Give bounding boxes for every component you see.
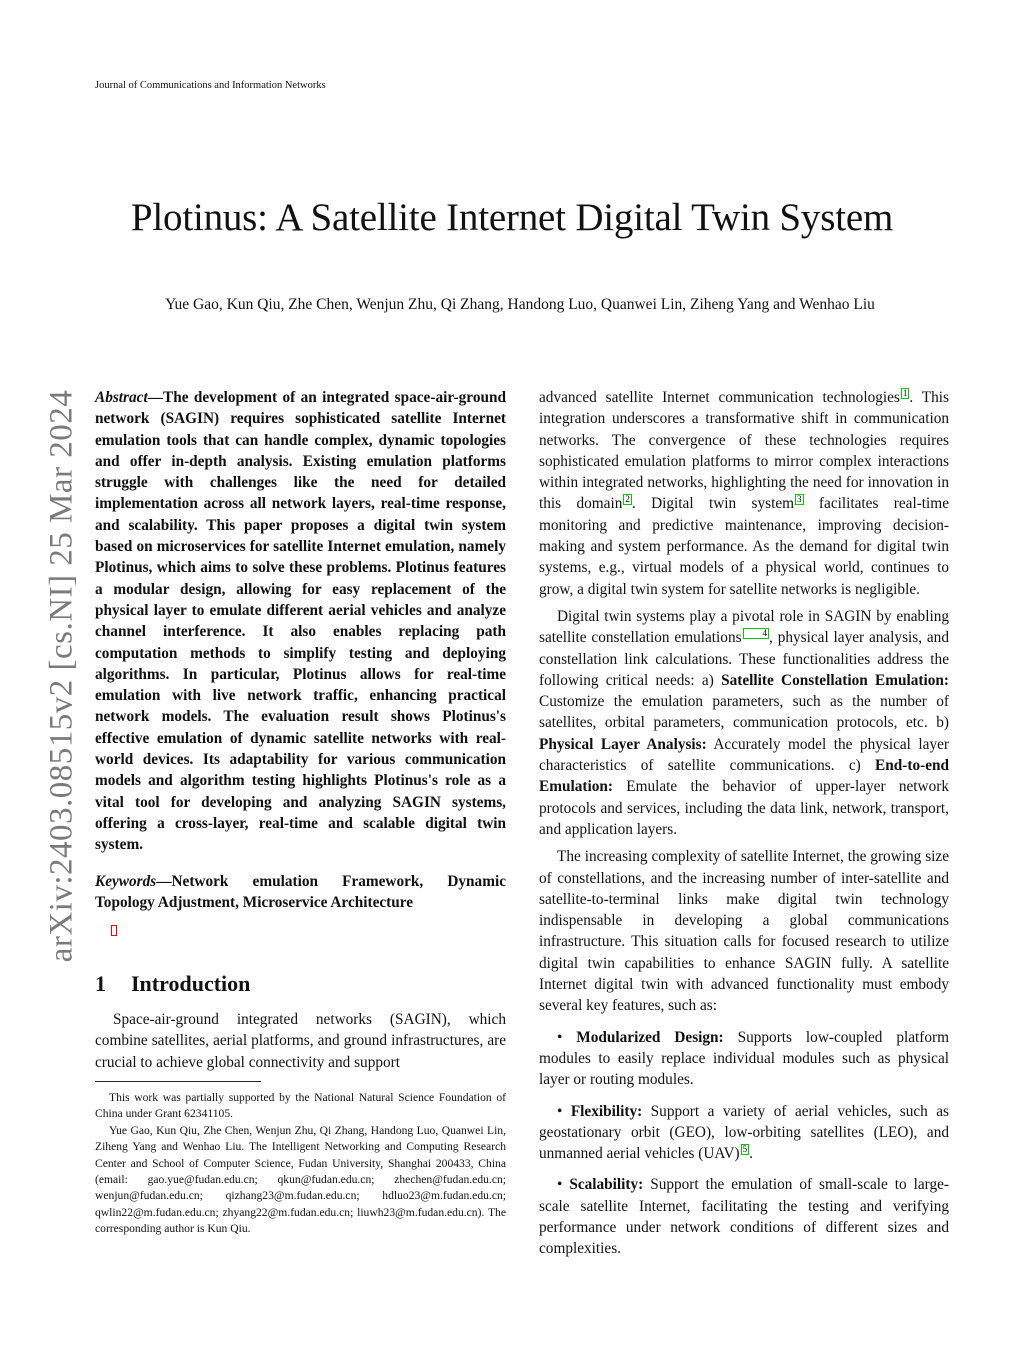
term-satellite-constellation-emulation: Satellite Constellation Emulation: [721,671,949,689]
text-run: . Digital twin system [631,495,795,513]
section-heading [95,971,506,997]
bullet-scalability [539,1174,949,1259]
intro-paragraph: Space-air-ground integrated networks (SAGIN), which combine satellites, aerial platforms, and ground infrastructures, are crucial to achieve global connectivity and support [95,1011,506,1071]
bullet-label: Flexibility: [570,1102,643,1120]
abstract-text: —The development of an integrated space-air-ground network (SAGIN) requires sophisticated satellite Internet emulation tools that can handle complex, dynamic topologies and offer in-depth analysis. Existing emulation platforms struggle with challenges like the need for detailed implementation across all network layers, real-time response, and scalability. This paper proposes a digital twin system based on microservices for satellite Internet emulation, namely Plotinus, which aims to solve these problems. Plotinus features a modular design, allowing for easy replacement of the physical layer to emulate different aerial vehicles and analyze channel interference. It also enables replacing path computation methods to simplify testing and deploying algorithms. In particular, Plotinus allows for real-time emulation with live network traffic, enhancing practical network models. The evaluation result shows Plotinus's effective emulation of dynamic satellite networks with real-world devices. Its adaptability for various communication models and algorithm testing highlights Plotinus's role as a vital tool for developing and analyzing SAGIN systems, offering a cross-layer, real-time and scalable digital twin system. [95,389,506,854]
bullet-text: Supports low-coupled platform modules to easily replace individual modules such as physical layer or routing modules. [539,1028,949,1089]
citation-link[interactable]: 5 [742,1144,748,1155]
text-run: Customize the emulation parameters, such as the number of satellites, orbital parameters, communication protocols, etc. b) [539,693,949,732]
text-run: Accurately model the physical layer characteristics of satellite communications. c) [539,735,949,775]
arxiv-identifier: arXiv:2403.08515v2 [cs.NI] 25 Mar 2024 [43,389,80,963]
paragraph-1 [539,387,949,600]
link-marker[interactable] [111,925,117,936]
section-number: 1 [95,971,106,997]
footnote-funding: This work was partially supported by the National Natural Science Foundation of China under Grant 62341105. [95,1091,506,1121]
text-run: advanced satellite Internet communication technologies [539,389,900,406]
footnote-affiliation: Yue Gao, Kun Qiu, Zhe Chen, Wenjun Zhu, Qi Zhang, Handong Luo, Quanwei Lin, Ziheng Yang and Wenhao Liu. The Intelligent Networking and Computing Research Center and School of Computer Science, Fudan University, Shanghai 200433, China (email: gao.yue@fudan.edu.cn; qkun@fudan.edu.cn; zhechen@fudan.edu.cn; wenjun@fudan.edu.cn; qizhang23@m.fudan.edu.cn; hdluo23@m.fudan.edu.cn; qwlin22@m.fudan.edu.cn; zhyang22@m.fudan.edu.cn; liuwh23@m.fudan.edu.cn). The corresponding author is Kun Qiu. [95,1123,506,1236]
journal-header: Journal of Communications and Information Networks [95,80,326,91]
bullet-symbol: • [557,1176,563,1194]
abstract-label: Abstract [95,389,148,406]
citation-link[interactable]: 2 [625,494,630,505]
citation-link[interactable]: 1 [902,388,908,398]
term-end-to-end-emulation: End-to-end Emulation: [539,757,949,796]
paper-title: Plotinus: A Satellite Internet Digital Twin System [130,196,894,239]
bullet-symbol: • [557,1028,563,1046]
paragraph-2 [539,606,949,840]
section-title: Introduction [131,971,251,997]
text-run: facilitates real-time monitoring and predictive maintenance, improving decision-making and system performance. As the demand for digital twin systems, e.g., virtual models of a physical world, continues to grow, a digital twin system for satellite networks is negligible. [539,495,949,598]
text-run: Emulate the behavior of upper-layer network protocols and services, including the data link, network, transport, and application layers. [539,778,949,838]
paragraph-3: The increasing complexity of satellite Internet, the growing size of constellations, and the increasing number of inter-satellite and satellite-to-terminal links make digital twin technology indispensable in developing a global communications infrastructure. This situation calls for focused research to utilize digital twin capabilities to enhance SAGIN fully. A satellite Internet digital twin with advanced functionality must embody several key features, such as: [539,848,949,1015]
bullet-label: Scalability: [569,1176,644,1194]
term-physical-layer-analysis: Physical Layer Analysis: [539,735,707,753]
text-run: . This integration underscores a transformative shift in communication networks. The convergence of these technologies requires sophisticated emulation platforms to mirror complex interactions within integrated networks, highlighting the need for innovation in this domain [539,389,949,513]
author-list: Yue Gao, Kun Qiu, Zhe Chen, Wenjun Zhu, Qi Zhang, Handong Luo, Quanwei Lin, Ziheng Yang and Wenhao Liu [165,296,875,313]
bullet-text: Support the emulation of small-scale to large-scale satellite Internet, facilitating the testing and verifying performance under network conditions of different sizes and complexities. [539,1176,949,1258]
bullet-flexibility [539,1101,949,1165]
right-column [539,387,949,1260]
text-run: . [749,1145,753,1163]
text-run: , physical layer analysis, and constellation link calculations. These functionalities address the following critical needs: a) [539,629,949,689]
citation-link[interactable]: 4 [743,628,770,639]
keywords-label: Keywords [95,872,157,890]
left-column [95,387,506,1238]
bullet-text: Support a variety of aerial vehicles, such as geostationary orbit (GEO), low-orbiting satellites (LEO), and unmanned aerial vehicles (UAV) [539,1102,950,1163]
citation-link[interactable]: 3 [797,494,802,505]
keywords-text: —Network emulation Framework, Dynamic Topology Adjustment, Microservice Architecture [95,872,506,911]
abstract [95,387,506,856]
bullet-symbol: • [557,1102,563,1120]
text-run: Digital twin systems play a pivotal role in SAGIN by enabling satellite constellation emulations [539,607,949,647]
bullet-label: Modularized Design: [576,1028,724,1046]
keywords [95,871,506,914]
bullet-modularized-design [539,1027,949,1091]
footnote-divider [95,1081,261,1082]
